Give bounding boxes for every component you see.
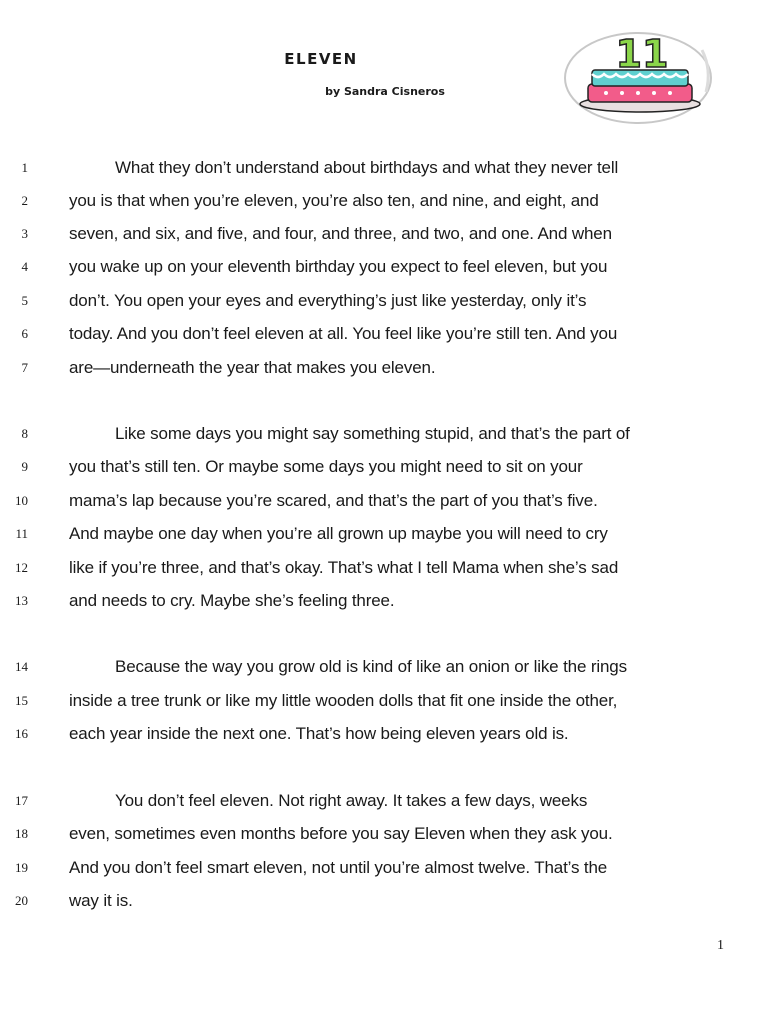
- text-line: [0, 887, 768, 915]
- document-author: by Sandra Cisneros: [325, 85, 445, 98]
- text-line: [0, 554, 768, 582]
- text-line: [0, 820, 768, 848]
- line-number: 14: [15, 659, 28, 674]
- line-number: 1: [21, 160, 28, 175]
- text-line: [0, 587, 768, 615]
- text-line: [0, 787, 768, 815]
- line-text: like if you’re three, and that’s okay. That’s what I tell Mama when she’s sad: [69, 558, 619, 577]
- line-number: 11: [15, 526, 28, 541]
- line-number: 4: [21, 259, 28, 274]
- line-text: And maybe one day when you’re all grown up maybe you will need to cry: [69, 524, 608, 543]
- line-text: today. And you don’t feel eleven at all. You feel like you’re still ten. And you: [69, 324, 618, 343]
- text-line: [0, 154, 768, 182]
- line-text: seven, and six, and five, and four, and three, and two, and one. And when: [69, 224, 612, 243]
- line-number: 19: [15, 860, 28, 875]
- line-text: inside a tree trunk or like my little wooden dolls that fit one inside the other,: [69, 691, 618, 710]
- line-number: 12: [15, 560, 28, 575]
- text-line: [0, 487, 768, 515]
- line-number: 5: [21, 293, 28, 308]
- line-number: 17: [15, 793, 28, 808]
- text-line: [0, 687, 768, 715]
- text-line: [0, 354, 768, 382]
- line-number: 8: [21, 426, 28, 441]
- cake-number-label: 11: [615, 32, 669, 76]
- line-text: even, sometimes even months before you say Eleven when they ask you.: [69, 824, 613, 843]
- line-number: 10: [15, 493, 28, 508]
- text-line: [0, 253, 768, 281]
- line-text: you that’s still ten. Or maybe some days you might need to sit on your: [69, 457, 583, 476]
- line-text: And you don’t feel smart eleven, not until you’re almost twelve. That’s the: [69, 858, 608, 877]
- text-line: [0, 287, 768, 315]
- line-number: 18: [15, 826, 28, 841]
- line-text: Because the way you grow old is kind of like an onion or like the rings: [115, 657, 627, 676]
- line-number: 6: [21, 326, 28, 341]
- text-line: [0, 653, 768, 681]
- line-number: 9: [21, 459, 28, 474]
- text-line: [0, 420, 768, 448]
- line-number: 13: [15, 593, 28, 608]
- text-line: [0, 854, 768, 882]
- document-title: ELEVEN: [284, 50, 358, 68]
- line-number: 16: [15, 726, 28, 741]
- line-number: 7: [21, 360, 28, 375]
- line-text: Like some days you might say something stupid, and that’s the part of: [115, 424, 630, 443]
- line-text: are—underneath the year that makes you eleven.: [69, 358, 436, 377]
- text-line: [0, 453, 768, 481]
- line-text: you is that when you’re eleven, you’re also ten, and nine, and eight, and: [69, 191, 599, 210]
- line-text: and needs to cry. Maybe she’s feeling three.: [69, 591, 395, 610]
- line-number: 2: [21, 193, 28, 208]
- line-text: don’t. You open your eyes and everything’s just like yesterday, only it’s: [69, 291, 587, 310]
- line-text: You don’t feel eleven. Not right away. It takes a few days, weeks: [115, 791, 588, 810]
- page-number: 1: [717, 938, 724, 953]
- line-text: What they don’t understand about birthdays and what they never tell: [115, 158, 619, 177]
- line-number: 20: [15, 893, 28, 908]
- text-line: [0, 320, 768, 348]
- line-text: mama’s lap because you’re scared, and that’s the part of you that’s five.: [69, 491, 598, 510]
- text-line: [0, 520, 768, 548]
- birthday-cake-icon: [562, 30, 714, 126]
- line-text: way it is.: [69, 891, 133, 910]
- line-number: 15: [15, 693, 28, 708]
- line-text: each year inside the next one. That’s how being eleven years old is.: [69, 724, 569, 743]
- text-line: [0, 220, 768, 248]
- line-number: 3: [21, 226, 28, 241]
- text-line: [0, 720, 768, 748]
- line-text: you wake up on your eleventh birthday you expect to feel eleven, but you: [69, 257, 608, 276]
- text-line: [0, 187, 768, 215]
